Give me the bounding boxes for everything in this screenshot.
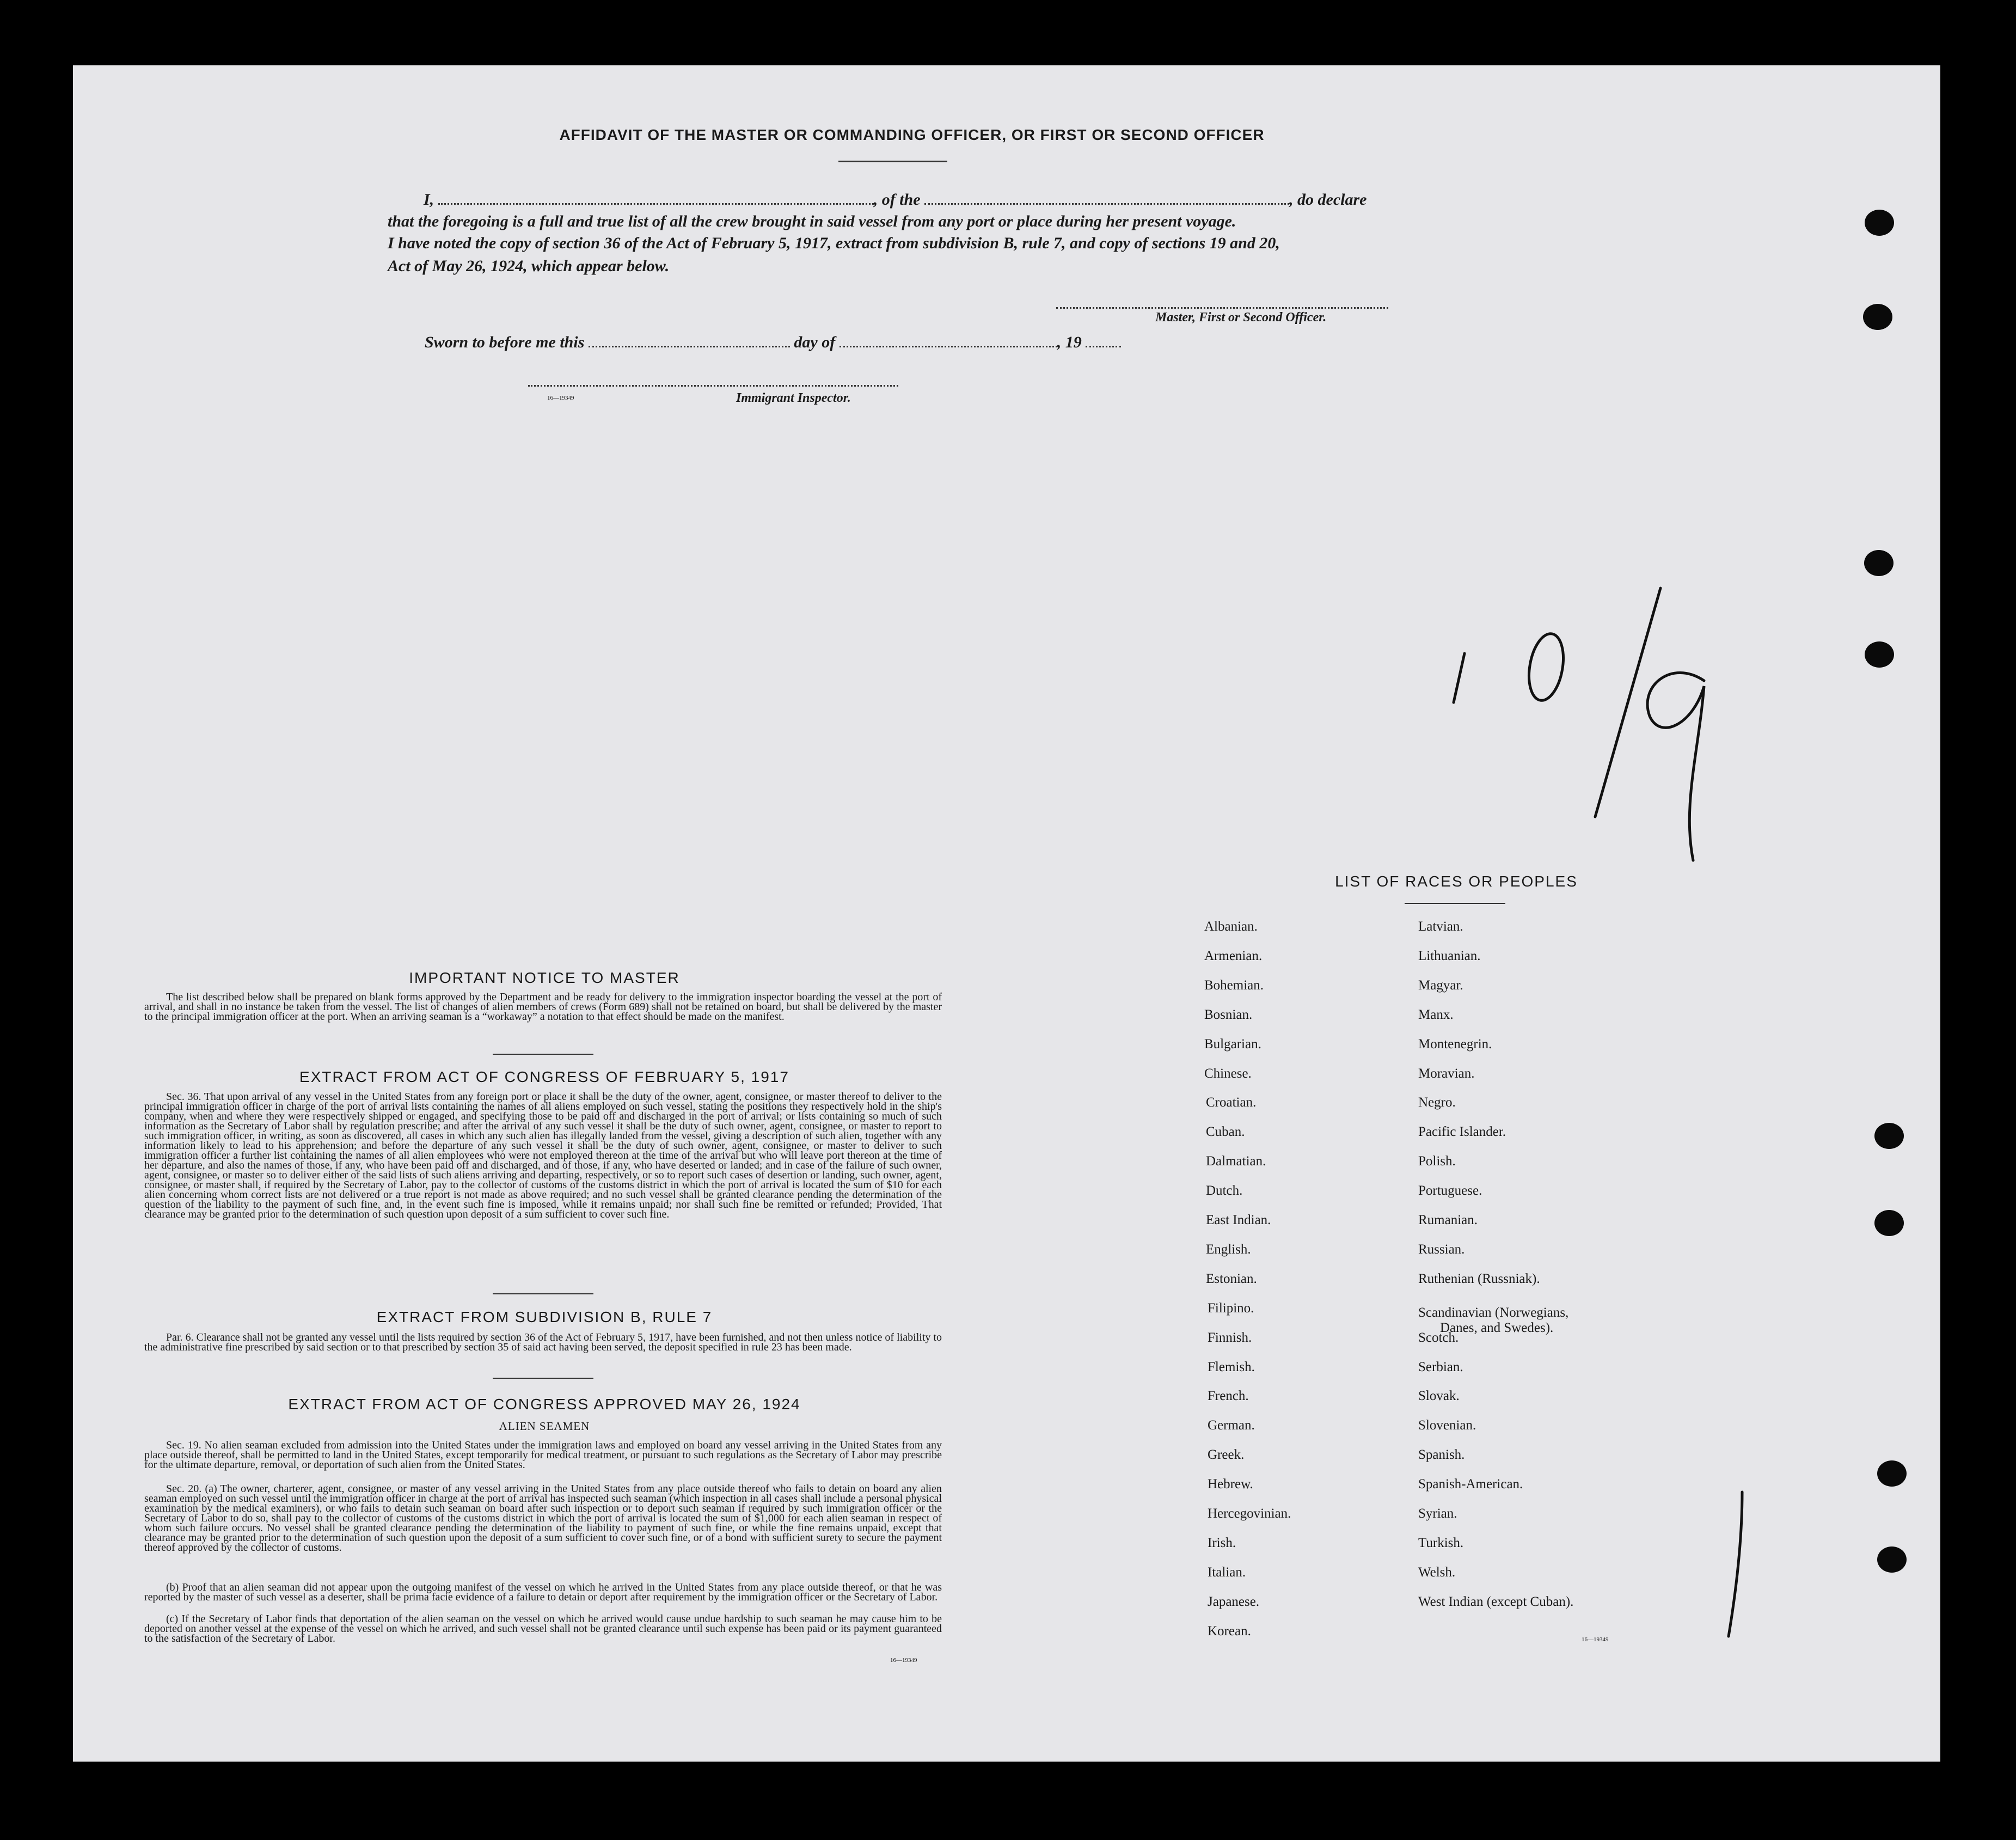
affidavit-title-rule <box>838 161 947 162</box>
race-item: Ruthenian (Russniak). <box>1418 1271 1540 1286</box>
race-item: Albanian. <box>1204 919 1258 934</box>
handwritten-mark <box>1720 1489 1753 1642</box>
race-item: Filipino. <box>1208 1300 1254 1316</box>
sec20b-text: (b) Proof that an alien seaman did not appear upon the outgoing manifest of the vessel on which he arrived in the United States from any place outside thereof, or that he was reported by the master of such vessel as a deserter, shall be prima facie evidence of a failure to detain or deport after requirement by the immigration officer or the Secretary of Labor. <box>144 1581 942 1603</box>
race-item: Armenian. <box>1204 948 1263 963</box>
race-item: East Indian. <box>1206 1213 1271 1227</box>
sec19-text: Sec. 19. No alien seaman excluded from admission into the United States under the immigration laws and employed on board any vessel arriving in the United States from any place outside thereof, shall be permitted to land in the United States, except temporarily for medical treatment, or pursuant to such regulations as the Secretary of Labor may prescribe for the ultimate departure, removal, or deportation of such alien from the United States. <box>144 1439 942 1471</box>
name-blank[interactable] <box>438 191 874 205</box>
punch-hole-7 <box>1877 1460 1907 1487</box>
race-item: Finnish. <box>1208 1330 1252 1345</box>
extract-1917-text: Sec. 36. That upon arrival of any vessel in the United States from any foreign port or place it shall be the duty of the owner, agent, consignee, or master thereof to deliver to the principal immigration officer in charge of the port of arrival lists containing the names of all aliens employed on such vessel, stating the positions they respectively hold in the ship's company, when and where they were respectively shipped or engaged, and specifying those to be paid off and discharged in the port of arrival; or lists containing so much of such information as the Secretary of Labor shall by regulation prescribe; and after the arrival of any such vessel it shall be the duty of such owner, agent, consignee, or master to report to such immigration officer, in writing, as soon as discovered, all cases in which any such alien has illegally landed from the vessel, giving a description of such alien, together with any information likely to lead to his apprehension; and before the departure of any such vessel it shall be the duty of such owner, agent, consignee, or master to deliver to such immigration officer a further list containing the names of all alien employees who were not employed thereon at the time of the arrival but who will leave port thereon at the time of her departure, and also the names of those, if any, who have been paid off and discharged, and of those, if any, who have deserted or landed; and in case of the failure of such owner, agent, consignee, or master so to deliver either of the said lists of such aliens arriving and departing, respectively, or so to report such cases of desertion or landing, such owner, agent, consignee, or master shall, if required by the Secretary of Labor, pay to the collector of customs of the customs district in which the port of arrival is located the sum of $10 for each alien concerning whom correct lists are not delivered or a true report is not made as above required; and no such vessel shall be granted clearance pending the determination of the question of the liability to the payment of such fine, and, in the event such fine is imposed, while it remains unpaid; nor shall such fine be remitted or refunded; Provided, That clearance may be granted prior to the determination of such question upon deposit of a sum sufficient to cover such fine. <box>144 1091 942 1220</box>
race-item: Estonian. <box>1206 1271 1257 1286</box>
inspector-signature-line[interactable] <box>528 373 898 387</box>
sworn-year-blank[interactable] <box>1086 334 1121 347</box>
sworn-line: Sworn to before me this day of , 19 <box>425 333 1121 352</box>
vessel-blank[interactable] <box>924 191 1289 205</box>
master-label: Master, First or Second Officer. <box>1155 310 1327 325</box>
punch-hole-8 <box>1877 1546 1907 1573</box>
punch-hole-3 <box>1864 550 1894 576</box>
notice-rule <box>493 1054 593 1055</box>
race-item: Bosnian. <box>1204 1007 1253 1022</box>
race-item: West Indian (except Cuban). <box>1418 1594 1574 1609</box>
race-item: Portuguese. <box>1418 1183 1482 1199</box>
extract-1917-title: EXTRACT FROM ACT OF CONGRESS OF FEBRUARY 5, 1917 <box>299 1068 789 1085</box>
race-item: Korean. <box>1208 1623 1251 1639</box>
sec20c-text: (c) If the Secretary of Labor finds that deportation of the alien seaman on the vessel on which he arrived would cause undue hardship to such seaman he may cause him to be deported on another vessel at the expense of the vessel on which he arrived, and such vessel shall not be granted clearance until such expense has been paid or its payment guaranteed to the satisfaction of the Secretary of Labor. <box>144 1613 942 1645</box>
race-item: Bohemian. <box>1204 977 1264 993</box>
race-item: Serbian. <box>1418 1359 1463 1374</box>
punch-hole-2 <box>1863 304 1892 330</box>
race-item: Negro. <box>1418 1095 1456 1110</box>
race-item: Dutch. <box>1206 1183 1243 1199</box>
race-item: Manx. <box>1418 1007 1454 1022</box>
race-item: Cuban. <box>1206 1124 1245 1140</box>
race-item: Welsh. <box>1418 1564 1456 1580</box>
affidavit-line-4: Act of May 26, 1924, which appear below. <box>388 257 670 275</box>
race-item: Turkish. <box>1418 1535 1464 1550</box>
race-item: Hebrew. <box>1208 1477 1253 1492</box>
race-item: Rumanian. <box>1418 1213 1478 1227</box>
punch-hole-1 <box>1865 210 1894 236</box>
race-item: Russian. <box>1418 1242 1465 1257</box>
race-item: Irish. <box>1208 1535 1236 1550</box>
sworn-month-blank[interactable] <box>840 334 1057 347</box>
race-item: Chinese. <box>1204 1066 1252 1081</box>
races-form-number: 16—19349 <box>1582 1636 1609 1643</box>
race-item: Bulgarian. <box>1204 1036 1261 1052</box>
race-item: Greek. <box>1208 1447 1245 1463</box>
race-item: Italian. <box>1208 1564 1246 1580</box>
sworn-day-blank[interactable] <box>589 334 790 347</box>
extract-form-number: 16—19349 <box>890 1657 917 1664</box>
race-item: Danes, and Swedes). <box>1440 1321 1554 1335</box>
race-item: Latvian. <box>1418 919 1463 934</box>
race-item: Pacific Islander. <box>1418 1124 1506 1140</box>
extract-1924-subtitle: ALIEN SEAMEN <box>499 1420 590 1433</box>
affidavit-form-number: 16—19349 <box>547 395 574 401</box>
races-rule <box>1405 903 1505 904</box>
punch-hole-5 <box>1874 1123 1904 1149</box>
race-item: Japanese. <box>1208 1594 1260 1609</box>
extract-1917-rule <box>493 1293 593 1294</box>
race-item: Syrian. <box>1418 1506 1457 1521</box>
punch-hole-6 <box>1874 1210 1904 1236</box>
extract-1924-title: EXTRACT FROM ACT OF CONGRESS APPROVED MAY 26, 1924 <box>288 1396 801 1413</box>
race-item: Spanish. <box>1418 1447 1465 1463</box>
race-item: English. <box>1206 1242 1251 1257</box>
race-item: Croatian. <box>1206 1095 1257 1110</box>
race-item: Spanish-American. <box>1418 1477 1523 1492</box>
inspector-label: Immigrant Inspector. <box>736 391 851 405</box>
affidavit-line-1: I, , of the , do declare <box>424 191 1367 209</box>
notice-text: The list described below shall be prepared on blank forms approved by the Department and be ready for delivery to the immigration inspector boarding the vessel at the port of arrival, and shall in no instance be taken from the vessel. The list of changes of alien members of crews (Form 689) shall not be retained on board, but shall be delivered by the master to the principal immigration officer at the port. When an arriving seaman is a “workaway” a notation to that effect should be made on the manifest. <box>144 991 942 1023</box>
punch-hole-4 <box>1865 641 1894 668</box>
race-item: Magyar. <box>1418 977 1463 993</box>
race-item: Slovenian. <box>1418 1418 1476 1433</box>
race-item: Montenegrin. <box>1418 1036 1492 1052</box>
affidavit-line-2: that the foregoing is a full and true list of all the crew brought in said vessel from any port or place during her present voyage. <box>388 212 1236 230</box>
race-item: Polish. <box>1418 1154 1456 1169</box>
affidavit-line-3: I have noted the copy of section 36 of the Act of February 5, 1917, extract from subdivision B, rule 7, and copy of sections 19 and 20, <box>388 234 1280 252</box>
race-item: Slovak. <box>1418 1389 1460 1404</box>
handwritten-number <box>1448 577 1753 866</box>
sec20a-text: Sec. 20. (a) The owner, charterer, agent, consignee, or master of any vessel arriving in the United States from any place outside thereof who fails to detain on board any alien seaman employed on such vessel until the immigration officer in charge at the port of arrival has inspected such seaman (which inspection in all cases shall include a personal physical examination by the medical examiners), or who fails to detain such seaman on board after such inspection or to deport such seaman if required by such immigration officer or the Secretary of Labor to do so, shall pay to the collector of customs of the customs district in which the port of arrival is located the sum of $1,000 for each alien seaman in respect of whom such failure occurs. No vessel shall be granted clearance pending the determination of the liability to payment of such fine, or while the fine remains unpaid, except that clearance may be granted prior to the determination of such question upon the deposit of a sum sufficient to cover such fine, or of a bond with sufficient surety to secure the payment thereof approved by the collector of customs. <box>144 1483 942 1554</box>
race-item: Lithuanian. <box>1418 948 1481 963</box>
race-item: Dalmatian. <box>1206 1154 1266 1169</box>
race-item: Scandinavian (Norwegians, <box>1418 1305 1569 1320</box>
race-item: Scotch. <box>1418 1330 1459 1345</box>
race-item: French. <box>1208 1389 1249 1404</box>
master-signature-line[interactable] <box>1056 295 1388 309</box>
notice-title: IMPORTANT NOTICE TO MASTER <box>409 969 680 986</box>
race-item: Moravian. <box>1418 1066 1475 1081</box>
extract-rule7-rule <box>493 1378 593 1379</box>
race-item: Flemish. <box>1208 1359 1255 1374</box>
race-item: Hercegovinian. <box>1208 1506 1291 1521</box>
affidavit-title: AFFIDAVIT OF THE MASTER OR COMMANDING OFFICER, OR FIRST OR SECOND OFFICER <box>559 126 1265 143</box>
extract-rule7-text: Par. 6. Clearance shall not be granted any vessel until the lists required by section 36 of the Act of February 5, 1917, have been furnished, and not then unless notice of liability to the administrative fine prescribed by said section or to that prescribed by section 35 of said act having been served, the deposit specified in rule 23 has been made. <box>144 1331 942 1353</box>
races-title: LIST OF RACES OR PEOPLES <box>1335 873 1578 890</box>
race-item: German. <box>1208 1418 1255 1433</box>
extract-rule7-title: EXTRACT FROM SUBDIVISION B, RULE 7 <box>376 1309 713 1325</box>
